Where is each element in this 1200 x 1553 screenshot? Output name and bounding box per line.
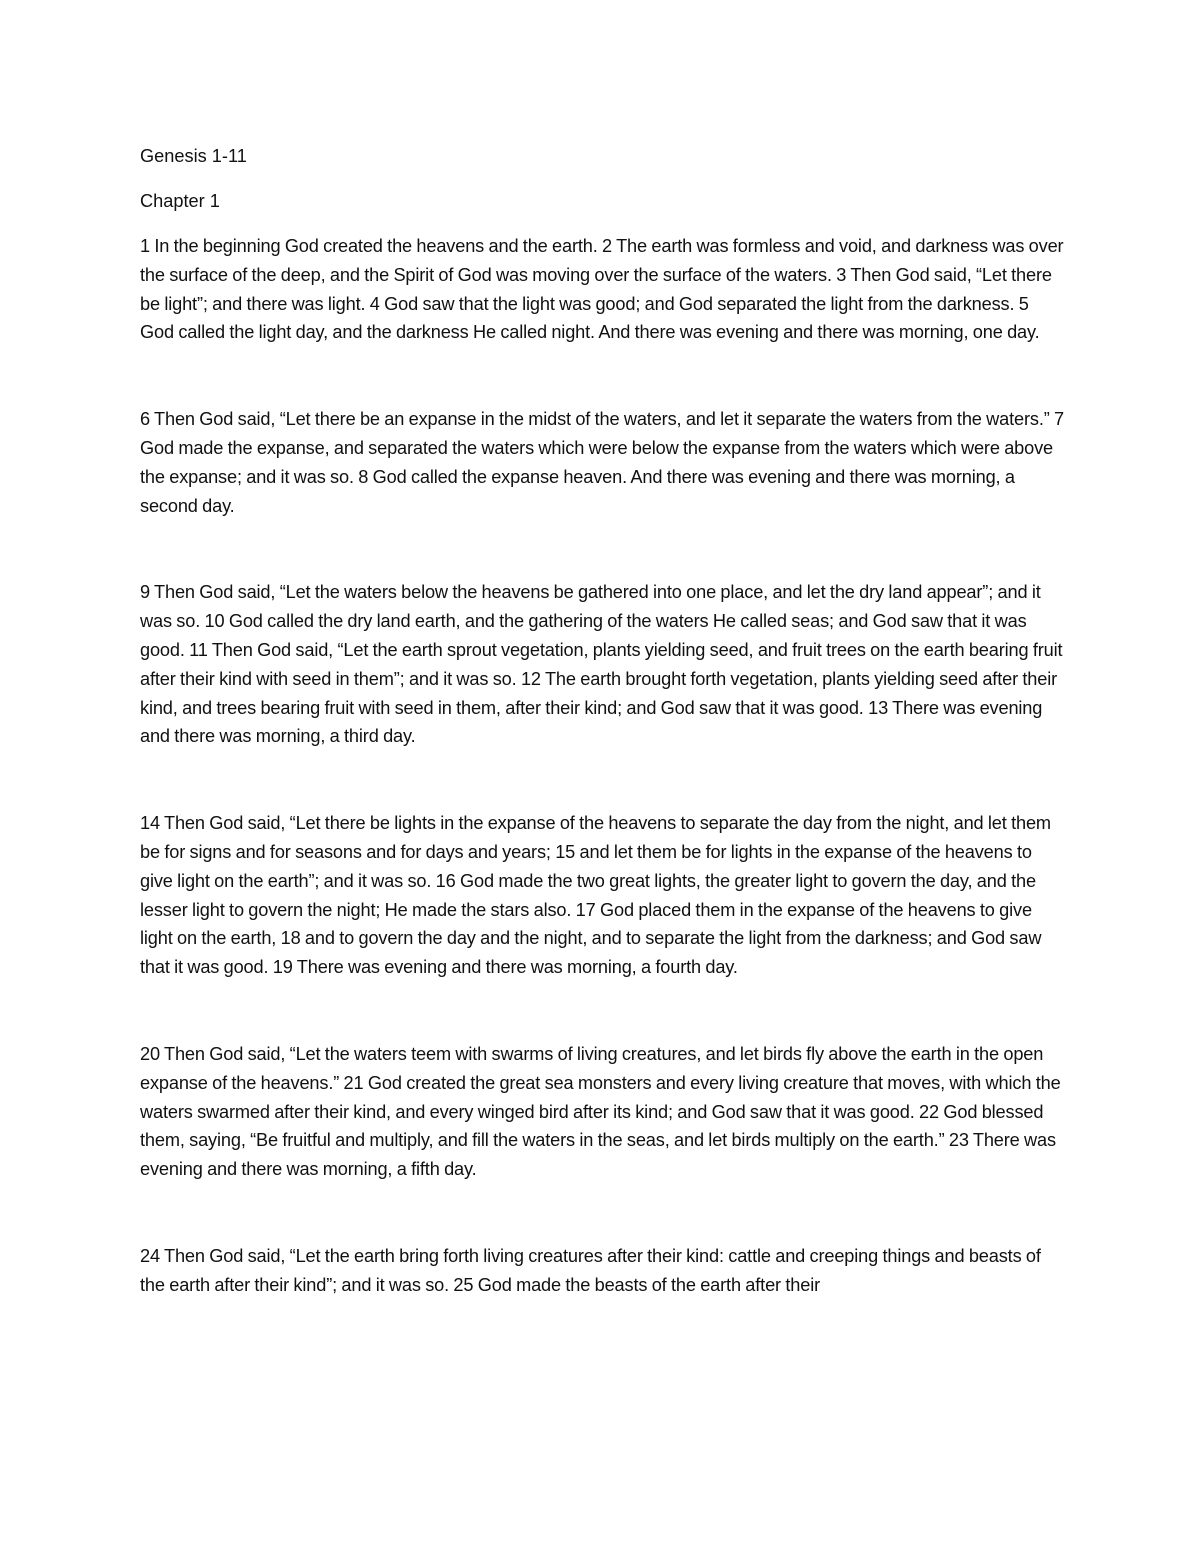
document-body: [140, 142, 1065, 1300]
paragraph-day-two: 6 Then God said, “Let there be an expanse in the midst of the waters, and let it separate the waters from the waters.” 7 God made the expanse, and separated the waters which were below the expanse from the waters which were above the expanse; and it was so. 8 God called the expanse heaven. And there was evening and there was morning, a second day.: [140, 409, 1065, 516]
document-title: Genesis 1-11: [140, 146, 247, 166]
chapter-heading: Chapter 1: [140, 191, 220, 211]
paragraph-day-four: 14 Then God said, “Let there be lights in the expanse of the heavens to separate the day from the night, and let them be for signs and for seasons and for days and years; 15 and let them be for lights in the expanse of the heavens to give light on the earth”; and it was so. 16 God made the two great lights, the greater light to govern the day, and the lesser light to govern the night; He made the stars also. 17 God placed them in the expanse of the heavens to give light on the earth, 18 and to govern the day and the night, and to separate the light from the darkness; and God saw that it was good. 19 There was evening and there was morning, a fourth day.: [140, 813, 1051, 978]
paragraph-day-five: 20 Then God said, “Let the waters teem with swarms of living creatures, and let birds fly above the earth in the open expanse of the heavens.” 21 God created the great sea monsters and every living creature that moves, with which the waters swarmed after their kind, and every winged bird after its kind; and God saw that it was good. 22 God blessed them, saying, “Be fruitful and multiply, and fill the waters in the seas, and let birds multiply on the earth.” 23 There was evening and there was morning, a fifth day.: [140, 1043, 1061, 1180]
paragraph-day-three: 9 Then God said, “Let the waters below the heavens be gathered into one place, and let the dry land appear”; and it was so. 10 God called the dry land earth, and the gathering of the waters He called seas; and God saw that it was good. 11 Then God said, “Let the earth sprout vegetation, plants yielding seed, and fruit trees on the earth bearing fruit after their kind with seed in them”; and it was so. 12 The earth brought forth vegetation, plants yielding seed after their kind, and trees bearing fruit with seed in them, after their kind; and God saw that it was good. 13 There was evening and there was morning, a third day.: [140, 582, 1063, 747]
paragraph-day-six: 24 Then God said, “Let the earth bring forth living creatures after their kind: cattle and creeping things and beasts of the earth after their kind”; and it was so. 25 God made the beasts of the earth after their: [140, 1245, 1041, 1295]
paragraph-day-one: 1 In the beginning God created the heavens and the earth. 2 The earth was formless and void, and darkness was over the surface of the deep, and the Spirit of God was moving over the surface of the waters. 3 Then God said, “Let there be light”; and there was light. 4 God saw that the light was good; and God separated the light from the darkness. 5 God called the light day, and the darkness He called night. And there was evening and there was morning, one day.: [140, 236, 1064, 343]
